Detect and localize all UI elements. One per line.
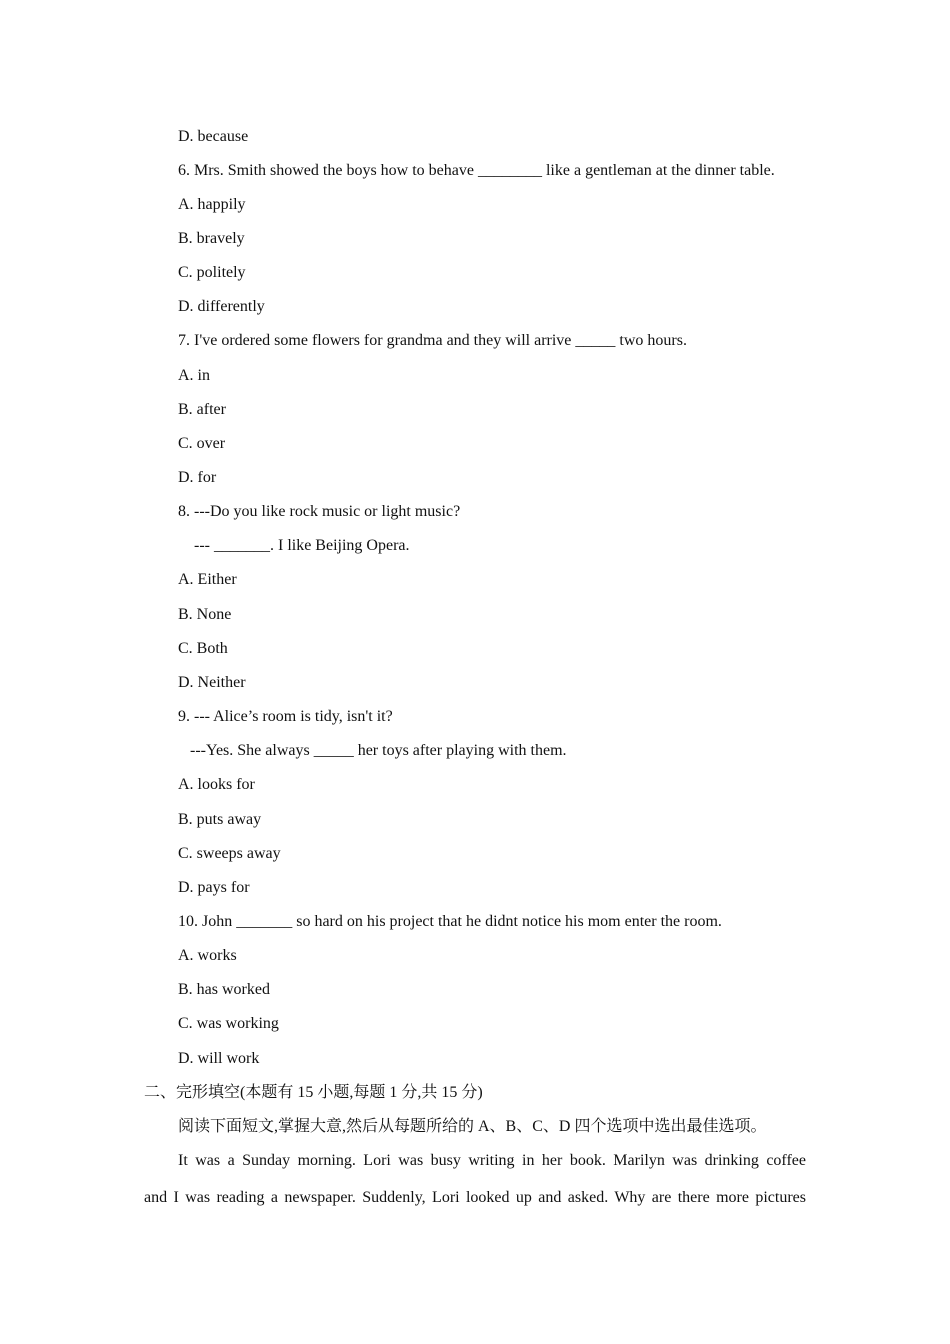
option-8c: C. Both — [178, 640, 228, 657]
option-8d: D. Neither — [178, 674, 246, 691]
option-6d: D. differently — [178, 298, 265, 315]
option-5d: D. because — [178, 128, 249, 145]
option-10c: C. was working — [178, 1015, 279, 1032]
option-10d: D. will work — [178, 1050, 260, 1067]
option-9a: A. looks for — [178, 776, 255, 793]
option-8a: A. Either — [178, 571, 237, 588]
section-heading: 二、完形填空(本题有 15 小题,每题 1 分,共 15 分) — [144, 1084, 483, 1101]
question-7: 7. I've ordered some flowers for grandma and they will arrive _____ two hours. — [178, 332, 687, 349]
option-9b: B. puts away — [178, 811, 262, 828]
option-10a: A. works — [178, 947, 237, 964]
option-8b: B. None — [178, 606, 232, 623]
option-7b: B. after — [178, 401, 226, 418]
passage-line-1: It was a Sunday morning. Lori was busy writing in her book. Marilyn was drinking coffee — [178, 1152, 806, 1169]
passage-line-2: and I was reading a newspaper. Suddenly, Lori looked up and asked. Why are there more pictures — [144, 1189, 806, 1206]
option-9d: D. pays for — [178, 879, 250, 896]
option-7a: A. in — [178, 367, 210, 384]
question-6: 6. Mrs. Smith showed the boys how to behave ________ like a gentleman at the dinner table. — [178, 162, 775, 179]
question-9-reply: ---Yes. She always _____ her toys after playing with them. — [190, 742, 567, 759]
question-10: 10. John _______ so hard on his project that he didnt notice his mom enter the room. — [178, 913, 722, 930]
question-9: 9. --- Alice’s room is tidy, isn't it? — [178, 708, 393, 725]
question-8: 8. ---Do you like rock music or light music? — [178, 503, 461, 520]
option-7d: D. for — [178, 469, 217, 486]
option-9c: C. sweeps away — [178, 845, 281, 862]
section-instructions: 阅读下面短文,掌握大意,然后从每题所给的 A、B、C、D 四个选项中选出最佳选项。 — [178, 1118, 767, 1135]
option-7c: C. over — [178, 435, 226, 452]
reading-passage — [144, 1151, 806, 1208]
option-6c: C. politely — [178, 264, 246, 281]
question-8-reply: --- _______. I like Beijing Opera. — [194, 537, 410, 554]
option-6a: A. happily — [178, 196, 246, 213]
option-10b: B. has worked — [178, 981, 270, 998]
option-6b: B. bravely — [178, 230, 245, 247]
